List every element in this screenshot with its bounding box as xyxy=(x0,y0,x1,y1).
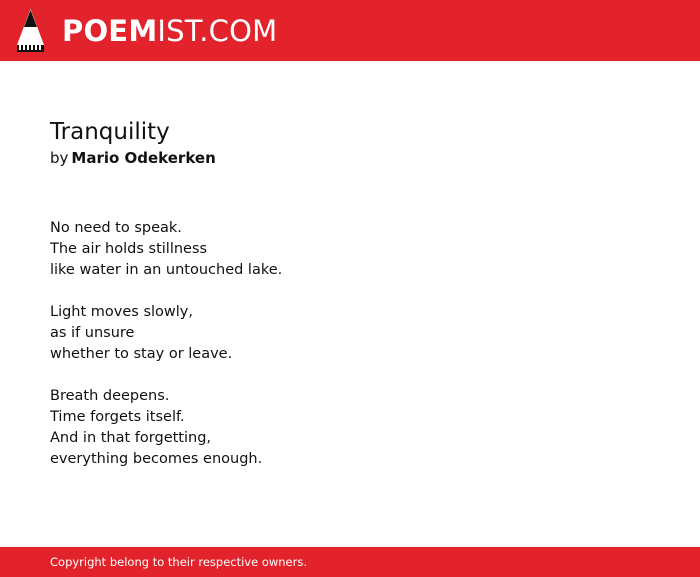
poem-byline xyxy=(50,148,650,168)
poem-line: Time forgets itself. xyxy=(50,409,185,425)
by-label: by xyxy=(50,149,69,167)
poem-line: And in that forgetting, xyxy=(50,430,212,446)
poem-container xyxy=(50,118,650,491)
poem-line: like water in an untouched lake. xyxy=(50,262,283,278)
poem-title: Tranquility xyxy=(50,119,170,145)
brand-name-bold: POEM xyxy=(62,14,158,48)
poem-stanza-3 xyxy=(50,386,650,470)
poem-author: Mario Odekerken xyxy=(71,149,216,167)
poem-line: Breath deepens. xyxy=(50,388,170,404)
site-logo-link[interactable] xyxy=(62,12,277,52)
poem-line: everything becomes enough. xyxy=(50,451,263,467)
poem-line: Light moves slowly, xyxy=(50,304,193,320)
footer-copyright: Copyright belong to their respective owners. xyxy=(50,555,308,569)
poem-stanza-1 xyxy=(50,218,650,281)
poem-line: No need to speak. xyxy=(50,220,182,236)
brand-name-light: IST.COM xyxy=(157,14,278,48)
poem-line: The air holds stillness xyxy=(50,241,208,257)
pencil-tip-icon[interactable] xyxy=(17,9,44,52)
poem-body xyxy=(50,218,650,470)
poem-line: whether to stay or leave. xyxy=(50,346,233,362)
site-header xyxy=(0,0,700,61)
poem-line: as if unsure xyxy=(50,325,135,341)
site-footer xyxy=(0,547,700,577)
poem-stanza-2 xyxy=(50,302,650,365)
